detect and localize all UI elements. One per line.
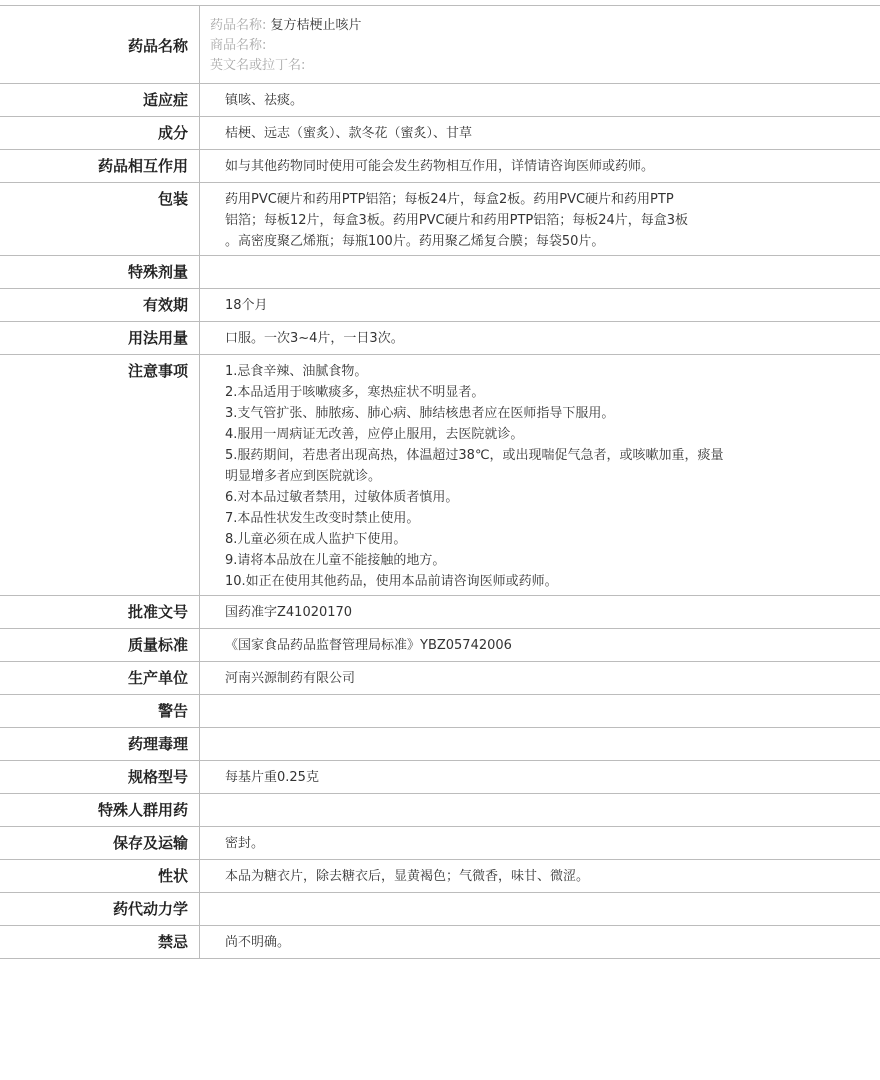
pharmacokinetics-value	[200, 893, 880, 925]
row-storage	[0, 827, 880, 860]
precaution-item: 3.支气管扩张、肺脓疡、肺心病、肺结核患者应在医师指导下服用。	[225, 406, 615, 421]
generic-name-line	[210, 16, 362, 36]
description-label: 性状	[0, 860, 200, 892]
row-drug-name	[0, 6, 880, 84]
row-warning	[0, 695, 880, 728]
toxicology-value	[200, 728, 880, 760]
row-contraindications	[0, 926, 880, 959]
usage-value: 口服。一次3~4片，一日3次。	[225, 331, 404, 346]
quality-standard-label: 质量标准	[0, 629, 200, 661]
pharmacokinetics-label: 药代动力学	[0, 893, 200, 925]
special-dosage-label: 特殊剂量	[0, 256, 200, 288]
drug-name-values	[200, 6, 362, 83]
precaution-item: 2.本品适用于咳嗽痰多，寒热症状不明显者。	[225, 385, 485, 400]
row-pharmacokinetics	[0, 893, 880, 926]
ingredients-label: 成分	[0, 117, 200, 149]
packaging-line: 药用PVC硬片和药用PTP铝箔；每板24片，每盒2板。药用PVC硬片和药用PTP	[225, 192, 674, 207]
precautions-label: 注意事项	[0, 355, 200, 595]
row-manufacturer	[0, 662, 880, 695]
precaution-item: 5.服药期间，若患者出现高热，体温超过38℃，或出现喘促气急者，或咳嗽加重，痰量	[225, 448, 724, 463]
shelf-life-value: 18个月	[225, 298, 268, 313]
ingredients-value: 桔梗、远志（蜜炙）、款冬花（蜜炙）、甘草	[225, 126, 473, 141]
interactions-value: 如与其他药物同时使用可能会发生药物相互作用，详情请咨询医师或药师。	[225, 159, 655, 174]
precaution-item: 6.对本品过敏者禁用，过敏体质者慎用。	[225, 490, 459, 505]
special-populations-value	[200, 794, 880, 826]
interactions-label: 药品相互作用	[0, 150, 200, 182]
indications-label: 适应症	[0, 84, 200, 116]
precaution-item: 8.儿童必须在成人监护下使用。	[225, 532, 407, 547]
drug-name-label: 药品名称	[0, 6, 200, 83]
special-populations-label: 特殊人群用药	[0, 794, 200, 826]
manufacturer-value: 河南兴源制药有限公司	[225, 671, 356, 686]
description-value: 本品为糖衣片，除去糖衣后，显黄褐色；气微香，味甘、微涩。	[225, 869, 590, 884]
shelf-life-label: 有效期	[0, 289, 200, 321]
row-shelf-life	[0, 289, 880, 322]
row-interactions	[0, 150, 880, 183]
specification-value: 每基片重0.25克	[225, 770, 319, 785]
trade-name-prefix: 商品名称:	[210, 38, 267, 53]
indications-value: 镇咳、祛痰。	[225, 93, 304, 108]
row-ingredients	[0, 117, 880, 150]
quality-standard-value: 《国家食品药品监督管理局标准》YBZ05742006	[225, 638, 512, 653]
contraindications-label: 禁忌	[0, 926, 200, 958]
packaging-line: 铝箔；每板12片，每盒3板。药用PVC硬片和药用PTP铝箔；每板24片，每盒3板	[225, 213, 689, 228]
approval-number-value: 国药准字Z41020170	[225, 605, 353, 620]
row-quality-standard	[0, 629, 880, 662]
warning-value	[200, 695, 880, 727]
contraindications-value: 尚不明确。	[225, 935, 291, 950]
generic-name-prefix: 药品名称:	[210, 18, 267, 33]
row-indications	[0, 84, 880, 117]
specification-label: 规格型号	[0, 761, 200, 793]
warning-label: 警告	[0, 695, 200, 727]
latin-name-prefix: 英文名或拉丁名:	[210, 58, 306, 73]
row-precautions	[0, 355, 880, 596]
row-description	[0, 860, 880, 893]
row-usage	[0, 322, 880, 355]
precaution-item: 10.如正在使用其他药品，使用本品前请咨询医师或药师。	[225, 574, 558, 589]
manufacturer-label: 生产单位	[0, 662, 200, 694]
row-specification	[0, 761, 880, 794]
precaution-item: 7.本品性状发生改变时禁止使用。	[225, 511, 420, 526]
row-toxicology	[0, 728, 880, 761]
toxicology-label: 药理毒理	[0, 728, 200, 760]
generic-name-value: 复方桔梗止咳片	[270, 18, 362, 33]
precautions-value	[200, 355, 880, 595]
row-special-dosage	[0, 256, 880, 289]
row-approval-number	[0, 596, 880, 629]
precaution-item: 1.忌食辛辣、油腻食物。	[225, 364, 368, 379]
precaution-item: 明显增多者应到医院就诊。	[225, 469, 382, 484]
packaging-line: 。高密度聚乙烯瓶；每瓶100片。药用聚乙烯复合膜；每袋50片。	[225, 234, 605, 249]
storage-value: 密封。	[225, 836, 265, 851]
precaution-item: 9.请将本品放在儿童不能接触的地方。	[225, 553, 446, 568]
packaging-label: 包装	[0, 183, 200, 255]
row-special-populations	[0, 794, 880, 827]
usage-label: 用法用量	[0, 322, 200, 354]
packaging-value	[200, 183, 880, 255]
row-packaging	[0, 183, 880, 256]
special-dosage-value	[200, 256, 880, 288]
approval-number-label: 批准文号	[0, 596, 200, 628]
precaution-item: 4.服用一周病证无改善，应停止服用，去医院就诊。	[225, 427, 524, 442]
storage-label: 保存及运输	[0, 827, 200, 859]
drug-info-table	[0, 5, 880, 959]
